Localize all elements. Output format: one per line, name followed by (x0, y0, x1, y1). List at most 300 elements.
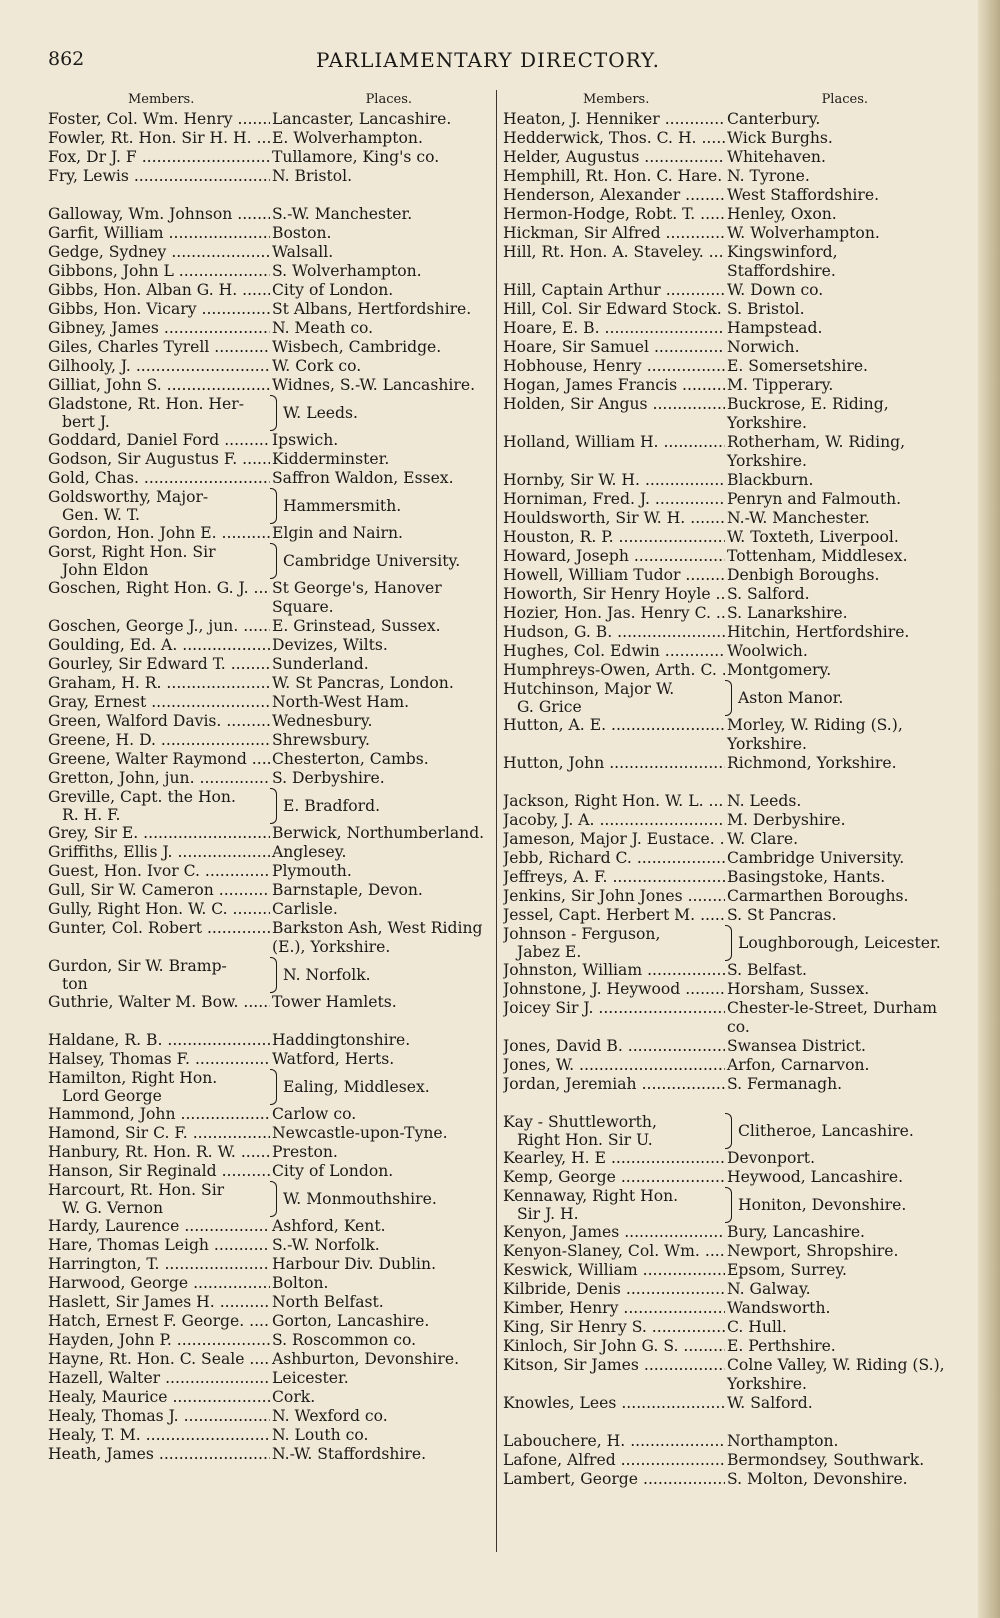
brace-icon (270, 788, 277, 824)
member-name: Guthrie, Walter M. Bow. ..... (48, 993, 270, 1012)
constituency: Colne Valley, W. Riding (S.), Yorkshire. (727, 1356, 945, 1393)
constituency: N. Norfolk. (283, 966, 371, 984)
constituency: Cork. (272, 1388, 316, 1406)
member-name: Hill, Rt. Hon. A. Staveley. ..... (503, 243, 725, 281)
constituency: N. Louth co. (272, 1426, 369, 1444)
directory-entry (48, 693, 492, 712)
member-name: Goddard, Daniel Ford ..... (48, 431, 270, 450)
member-name: Harwood, George ..... (48, 1274, 270, 1293)
member-name: Gunter, Col. Robert ..... (48, 919, 270, 957)
directory-entry (503, 1470, 948, 1489)
constituency: Harbour Div. Dublin. (272, 1255, 437, 1273)
constituency: Devonport. (727, 1149, 816, 1167)
constituency: Clitheroe, Lancashire. (738, 1122, 914, 1140)
member-name: Hozier, Hon. Jas. Henry C. ..... (503, 604, 725, 623)
constituency: Horsham, Sussex. (727, 980, 870, 998)
section-gap (48, 1012, 492, 1031)
constituency: Buckrose, E. Riding, Yorkshire. (727, 395, 889, 432)
member-name: Gibbs, Hon. Vicary ..... (48, 300, 270, 319)
directory-entry (503, 205, 948, 224)
constituency: Denbigh Boroughs. (727, 566, 880, 584)
constituency: Newcastle-upon-Tyne. (272, 1124, 448, 1142)
member-name: Henderson, Alexander ..... (503, 186, 725, 205)
brace-icon (270, 543, 277, 579)
member-name: Jordan, Jeremiah ..... (503, 1075, 725, 1094)
member-name-line: Sir J. H. (517, 1205, 579, 1223)
member-name: Knowles, Lees ..... (503, 1394, 725, 1413)
constituency: E. Grinstead, Sussex. (272, 617, 441, 635)
constituency: Wandsworth. (727, 1299, 831, 1317)
member-name: Jameson, Major J. Eustace. ..... (503, 830, 725, 849)
directory-entry (48, 655, 492, 674)
constituency: W. Wolverhampton. (727, 224, 880, 242)
member-name: Kenyon-Slaney, Col. Wm. ..... (503, 1242, 725, 1261)
member-name: Houston, R. P. ..... (503, 528, 725, 547)
member-name: Hermon-Hodge, Robt. T. ..... (503, 205, 725, 224)
member-name: Horniman, Fred. J. ..... (503, 490, 725, 509)
member-name: Jeffreys, A. F. ..... (503, 868, 725, 887)
page-number: 862 (48, 48, 85, 70)
constituency: S. Salford. (727, 585, 810, 603)
directory-entry (48, 957, 492, 993)
member-name: Hobhouse, Henry ..... (503, 357, 725, 376)
directory-entry (503, 830, 948, 849)
directory-entry (503, 1149, 948, 1168)
member-name: Giles, Charles Tyrell ..... (48, 338, 270, 357)
member-name: Healy, Maurice ..... (48, 1388, 270, 1407)
member-name: Heaton, J. Henniker ..... (503, 110, 725, 129)
directory-entry (503, 357, 948, 376)
directory-entry (48, 224, 492, 243)
directory-entry (503, 490, 948, 509)
directory-entry (503, 1318, 948, 1337)
constituency: M. Derbyshire. (727, 811, 846, 829)
constituency: W. Down co. (727, 281, 824, 299)
directory-entry (503, 243, 948, 281)
member-name: Healy, T. M. ..... (48, 1426, 270, 1445)
directory-entry (503, 1337, 948, 1356)
member-name: Hughes, Col. Edwin ..... (503, 642, 725, 661)
constituency: Basingstoke, Hants. (727, 868, 886, 886)
constituency: Tower Hamlets. (272, 993, 397, 1011)
constituency: Leicester. (272, 1369, 349, 1387)
constituency: North Belfast. (272, 1293, 384, 1311)
member-name: Joicey Sir J. ..... (503, 999, 725, 1037)
directory-entry (503, 167, 948, 186)
constituency: Montgomery. (727, 661, 832, 679)
constituency: Hampstead. (727, 319, 823, 337)
constituency: Devizes, Wilts. (272, 636, 388, 654)
member-name: Hudson, G. B. ..... (503, 623, 725, 642)
member-name: Godson, Sir Augustus F. ..... (48, 450, 270, 469)
member-name: Kilbride, Denis ..... (503, 1280, 725, 1299)
constituency: Carlow co. (272, 1105, 357, 1123)
directory-entry (48, 862, 492, 881)
directory-entry (503, 1432, 948, 1451)
directory-entry (48, 769, 492, 788)
directory-entry (503, 471, 948, 490)
constituency: Preston. (272, 1143, 338, 1161)
constituency: Boston. (272, 224, 332, 242)
constituency: W. Salford. (727, 1394, 813, 1412)
member-name: Helder, Augustus ..... (503, 148, 725, 167)
section-gap (48, 186, 492, 205)
directory-entry (503, 338, 948, 357)
entry-list (503, 110, 948, 1489)
directory-entry (503, 887, 948, 906)
directory-entry (48, 129, 492, 148)
directory-entry (48, 205, 492, 224)
directory-entry (48, 450, 492, 469)
member-name: Jackson, Right Hon. W. L. ..... (503, 792, 725, 811)
directory-entry (503, 148, 948, 167)
constituency: Wednesbury. (272, 712, 373, 730)
directory-entry (48, 243, 492, 262)
constituency: St Albans, Hertfordshire. (272, 300, 472, 318)
directory-entry (48, 1350, 492, 1369)
constituency: North-West Ham. (272, 693, 410, 711)
constituency: N. Wexford co. (272, 1407, 388, 1425)
constituency: Kidderminster. (272, 450, 390, 468)
member-name: Gretton, John, jun. ..... (48, 769, 270, 788)
member-name (48, 395, 270, 431)
directory-entry (503, 1394, 948, 1413)
directory-entry (503, 1356, 948, 1394)
constituency: Henley, Oxon. (727, 205, 837, 223)
member-name: Gull, Sir W. Cameron ..... (48, 881, 270, 900)
directory-entry (503, 623, 948, 642)
member-name: Hoare, E. B. ..... (503, 319, 725, 338)
constituency: S. Fermanagh. (727, 1075, 843, 1093)
directory-entry (503, 509, 948, 528)
directory-entry (503, 754, 948, 773)
directory-entry (48, 300, 492, 319)
member-name: Howard, Joseph ..... (503, 547, 725, 566)
member-name: Jones, David B. ..... (503, 1037, 725, 1056)
member-name-line: Greville, Capt. the Hon. (48, 788, 236, 806)
directory-entry (503, 1242, 948, 1261)
constituency: Loughborough, Leicester. (738, 934, 941, 952)
directory-entry (48, 1426, 492, 1445)
directory-entry (48, 788, 492, 824)
directory-entry (503, 999, 948, 1037)
directory-entry (48, 1162, 492, 1181)
constituency: Saffron Waldon, Essex. (272, 469, 454, 487)
directory-entry (48, 1274, 492, 1293)
directory-entry (503, 186, 948, 205)
entry-list (48, 110, 492, 1464)
directory-entry (503, 547, 948, 566)
member-name: Hedderwick, Thos. C. H. ..... (503, 129, 725, 148)
constituency: Rotherham, W. Riding, Yorkshire. (727, 433, 906, 470)
member-name: Kimber, Henry ..... (503, 1299, 725, 1318)
directory-entry (503, 661, 948, 680)
member-name: Gordon, Hon. John E. ..... (48, 524, 270, 543)
constituency: Watford, Herts. (272, 1050, 395, 1068)
directory-entry (48, 731, 492, 750)
directory-entry (503, 980, 948, 999)
members-heading: Members. (128, 92, 195, 107)
member-name: Hemphill, Rt. Hon. C. Hare. ..... (503, 167, 725, 186)
member-name: Healy, Thomas J. ..... (48, 1407, 270, 1426)
member-name: Hanbury, Rt. Hon. R. W. ..... (48, 1143, 270, 1162)
constituency: Arfon, Carnarvon. (727, 1056, 870, 1074)
directory-entry (503, 642, 948, 661)
constituency: Cambridge University. (727, 849, 905, 867)
constituency: City of London. (272, 1162, 394, 1180)
member-name: Hutton, A. E. ..... (503, 716, 725, 754)
member-name-line: Gorst, Right Hon. Sir (48, 543, 216, 561)
constituency: S. Belfast. (727, 961, 808, 979)
column-divider (496, 90, 497, 1552)
directory-entry (503, 433, 948, 471)
column-header (48, 90, 492, 110)
member-name (48, 788, 270, 824)
directory-entry (48, 919, 492, 957)
directory-entry (48, 1236, 492, 1255)
directory-entry (503, 566, 948, 585)
directory-entry (48, 1331, 492, 1350)
member-name-line: bert J. (62, 413, 110, 431)
directory-entry (48, 543, 492, 579)
constituency: W. Cork co. (272, 357, 362, 375)
directory-entry (503, 1223, 948, 1242)
directory-entry (503, 680, 948, 716)
directory-entry (503, 792, 948, 811)
member-name: Kinloch, Sir John G. S. ..... (503, 1337, 725, 1356)
constituency: Blackburn. (727, 471, 814, 489)
member-name-line: Kay - Shuttleworth, (503, 1113, 657, 1131)
member-name: Jones, W. ..... (503, 1056, 725, 1075)
member-name: Hill, Col. Sir Edward Stock. ..... (503, 300, 725, 319)
constituency: Tullamore, King's co. (272, 148, 440, 166)
member-name: Gibbons, John L ..... (48, 262, 270, 281)
constituency: Hammersmith. (283, 497, 402, 515)
constituency: Newport, Shropshire. (727, 1242, 899, 1260)
constituency: Barkston Ash, West Riding (E.), Yorkshire. (272, 919, 483, 956)
directory-entry (503, 585, 948, 604)
page-header (48, 48, 928, 76)
member-name: Howorth, Sir Henry Hoyle ..... (503, 585, 725, 604)
directory-entry (48, 579, 492, 617)
constituency: Barnstaple, Devon. (272, 881, 423, 899)
directory-entry (503, 1280, 948, 1299)
member-name: Goschen, George J., jun. ..... (48, 617, 270, 636)
member-name: Hammond, John ..... (48, 1105, 270, 1124)
member-name: Kearley, H. E ..... (503, 1149, 725, 1168)
constituency: S. Wolverhampton. (272, 262, 422, 280)
member-name: Houldsworth, Sir W. H. ..... (503, 509, 725, 528)
member-name-line: ton (62, 975, 88, 993)
member-name: Guest, Hon. Ivor C. ..... (48, 862, 270, 881)
constituency: W. Clare. (727, 830, 799, 848)
directory-entry (503, 961, 948, 980)
directory-entry (48, 1312, 492, 1331)
directory-entry (503, 319, 948, 338)
constituency: S. Lanarkshire. (727, 604, 848, 622)
member-name-line: John Eldon (62, 561, 149, 579)
directory-entry (503, 224, 948, 243)
constituency: City of London. (272, 281, 394, 299)
directory-entry (48, 1217, 492, 1236)
constituency: Richmond, Yorkshire. (727, 754, 897, 772)
directory-entry (48, 167, 492, 186)
directory-entry (48, 1369, 492, 1388)
member-name-line: Jabez E. (517, 943, 582, 961)
member-name: Hill, Captain Arthur ..... (503, 281, 725, 300)
constituency: E. Bradford. (283, 797, 381, 815)
constituency: Kingswinford, Staffordshire. (727, 243, 838, 280)
member-name-line: Johnson - Ferguson, (503, 925, 661, 943)
member-name: Galloway, Wm. Johnson ..... (48, 205, 270, 224)
directory-entry (48, 262, 492, 281)
constituency: Northampton. (727, 1432, 839, 1450)
member-name: Gilhooly, J. ..... (48, 357, 270, 376)
constituency: West Staffordshire. (727, 186, 880, 204)
brace-icon (725, 680, 732, 716)
member-name (503, 1113, 725, 1149)
directory-entry (503, 376, 948, 395)
member-name (48, 1181, 270, 1217)
directory-entry (48, 1445, 492, 1464)
member-name: Hickman, Sir Alfred ..... (503, 224, 725, 243)
directory-entry (48, 469, 492, 488)
constituency: Bolton. (272, 1274, 329, 1292)
directory-entry (48, 148, 492, 167)
constituency: S. Molton, Devonshire. (727, 1470, 908, 1488)
member-name: Hayden, John P. ..... (48, 1331, 270, 1350)
brace-icon (270, 395, 277, 431)
constituency: M. Tipperary. (727, 376, 834, 394)
member-name: Keswick, William ..... (503, 1261, 725, 1280)
member-name: Jebb, Richard C. ..... (503, 849, 725, 868)
constituency: Woolwich. (727, 642, 808, 660)
directory-entry (503, 925, 948, 961)
member-name: Hanson, Sir Reginald ..... (48, 1162, 270, 1181)
member-name: Hare, Thomas Leigh ..... (48, 1236, 270, 1255)
directory-entry (503, 395, 948, 433)
member-name-line: Gurdon, Sir W. Bramp- (48, 957, 227, 975)
constituency: Shrewsbury. (272, 731, 370, 749)
brace-icon (725, 1113, 732, 1149)
member-name: Jessel, Capt. Herbert M. ..... (503, 906, 725, 925)
directory-entry (503, 849, 948, 868)
directory-entry (503, 1168, 948, 1187)
section-gap (503, 1094, 948, 1113)
directory-entry (503, 716, 948, 754)
member-name: Gully, Right Hon. W. C. ..... (48, 900, 270, 919)
member-name: Hardy, Laurence ..... (48, 1217, 270, 1236)
constituency: S. Bristol. (727, 300, 805, 318)
constituency: E. Perthshire. (727, 1337, 836, 1355)
constituency: Cambridge University. (283, 552, 461, 570)
constituency: Plymouth. (272, 862, 352, 880)
directory-entry (48, 281, 492, 300)
brace-icon (270, 1069, 277, 1105)
brace-icon (725, 1187, 732, 1223)
directory-entry (503, 528, 948, 547)
constituency: Bermondsey, Southwark. (727, 1451, 925, 1469)
member-name-line: Gladstone, Rt. Hon. Her- (48, 395, 244, 413)
constituency: Penryn and Falmouth. (727, 490, 902, 508)
directory-entry (48, 1031, 492, 1050)
constituency: St George's, Hanover Square. (272, 579, 442, 616)
member-name: Humphreys-Owen, Arth. C. ..... (503, 661, 725, 680)
directory-entry (48, 1050, 492, 1069)
directory-entry (48, 110, 492, 129)
section-gap (503, 773, 948, 792)
constituency: Ealing, Middlesex. (283, 1078, 430, 1096)
constituency: S. Derbyshire. (272, 769, 385, 787)
member-name: Goulding, Ed. A. ..... (48, 636, 270, 655)
constituency: Wick Burghs. (727, 129, 833, 147)
member-name: Johnstone, J. Heywood ..... (503, 980, 725, 999)
constituency: Swansea District. (727, 1037, 867, 1055)
member-name: Fowler, Rt. Hon. Sir H. H. ..... (48, 129, 270, 148)
constituency: N. Meath co. (272, 319, 374, 337)
member-name-line: Right Hon. Sir U. (517, 1131, 653, 1149)
constituency: Sunderland. (272, 655, 369, 673)
member-name (503, 680, 725, 716)
member-name: Greene, H. D. ..... (48, 731, 270, 750)
member-name: Fry, Lewis ..... (48, 167, 270, 186)
member-name: Goschen, Right Hon. G. J. ..... (48, 579, 270, 617)
directory-entry (48, 1388, 492, 1407)
directory-entry (48, 824, 492, 843)
member-name: King, Sir Henry S. ..... (503, 1318, 725, 1337)
directory-entry (48, 674, 492, 693)
directory-entry (48, 993, 492, 1012)
directory-entry (503, 1037, 948, 1056)
constituency: N. Leeds. (727, 792, 802, 810)
directory-entry (503, 1451, 948, 1470)
constituency: E. Wolverhampton. (272, 129, 423, 147)
member-name-line: Hutchinson, Major W. (503, 680, 675, 698)
right-column (503, 90, 948, 1489)
constituency: S. Roscommon co. (272, 1331, 417, 1349)
member-name: Hatch, Ernest F. George. ..... (48, 1312, 270, 1331)
member-name: Heath, James ..... (48, 1445, 270, 1464)
member-name: Hutton, John ..... (503, 754, 725, 773)
constituency: Norwich. (727, 338, 800, 356)
constituency: Chester-le-Street, Durham co. (727, 999, 938, 1036)
member-name (48, 543, 270, 579)
constituency: Epsom, Surrey. (727, 1261, 848, 1279)
constituency: Ashford, Kent. (272, 1217, 386, 1235)
directory-entry (503, 1056, 948, 1075)
member-name: Green, Walford Davis. ..... (48, 712, 270, 731)
directory-entry (48, 1293, 492, 1312)
member-name: Hornby, Sir W. H. ..... (503, 471, 725, 490)
member-name: Gibbs, Hon. Alban G. H. ..... (48, 281, 270, 300)
constituency: Chesterton, Cambs. (272, 750, 429, 768)
brace-icon (270, 488, 277, 524)
member-name: Garfit, William ..... (48, 224, 270, 243)
constituency: Ipswich. (272, 431, 339, 449)
member-name: Halsey, Thomas F. ..... (48, 1050, 270, 1069)
member-name (503, 925, 725, 961)
member-name: Johnston, William ..... (503, 961, 725, 980)
constituency: Morley, W. Riding (S.), Yorkshire. (727, 716, 903, 753)
member-name (48, 488, 270, 524)
constituency: Tottenham, Middlesex. (727, 547, 908, 565)
directory-entry (48, 395, 492, 431)
places-heading: Places. (821, 92, 868, 107)
member-name: Lambert, George ..... (503, 1470, 725, 1489)
directory-entry (48, 488, 492, 524)
brace-icon (270, 957, 277, 993)
member-name (48, 957, 270, 993)
